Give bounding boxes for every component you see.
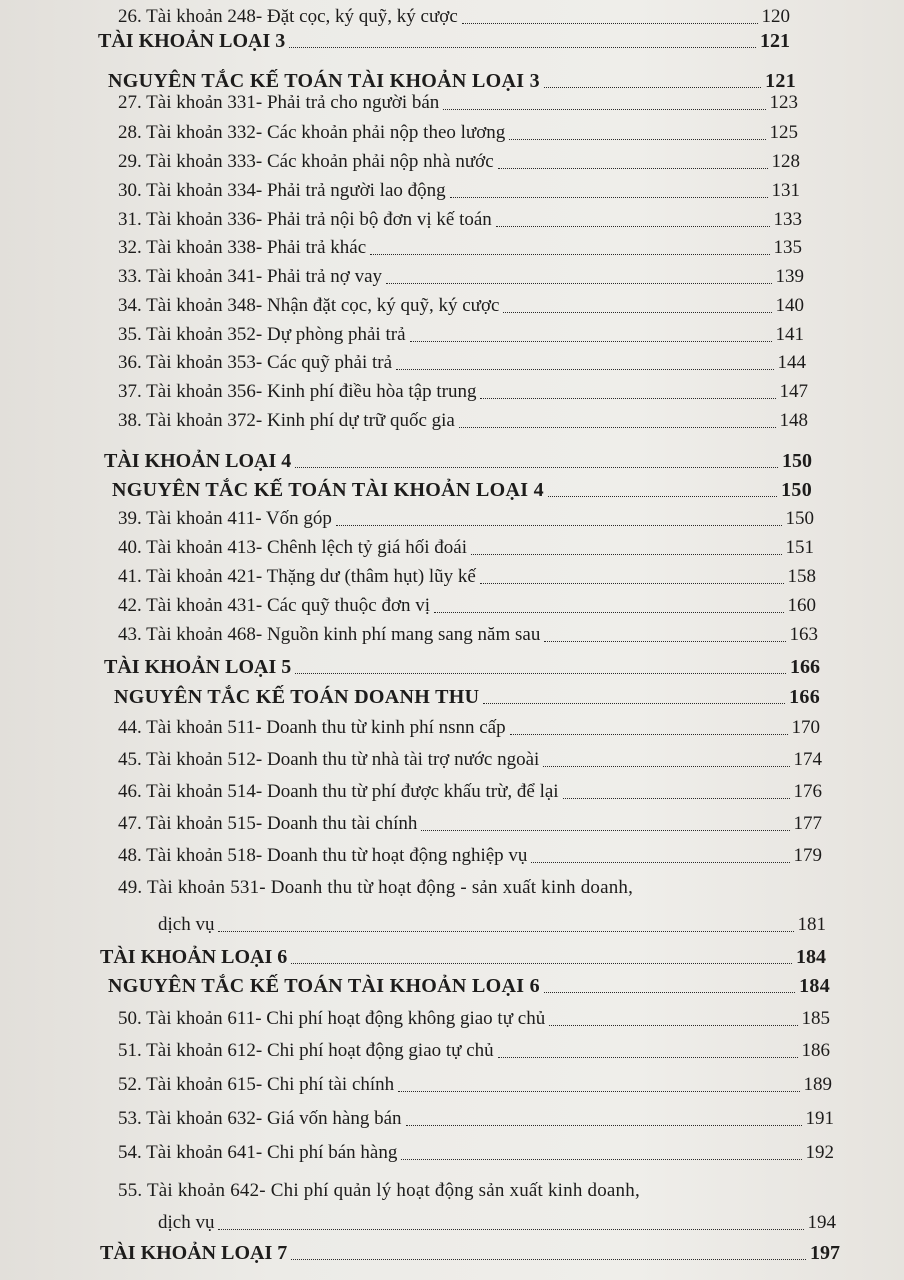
toc-page-number: 186 (801, 1040, 830, 1061)
toc-entry-title: 53. Tài khoản 632- Giá vốn hàng bán (118, 1108, 402, 1129)
toc-entry (118, 508, 814, 530)
toc-page-number: 150 (781, 479, 812, 501)
toc-page-number: 176 (793, 781, 822, 802)
toc-page-number: 139 (775, 266, 804, 287)
dot-leader (544, 992, 795, 993)
toc-page-number: 192 (805, 1142, 834, 1163)
toc-entry (118, 122, 798, 144)
toc-entry (118, 595, 816, 617)
toc-page-number: 170 (791, 717, 820, 738)
toc-entry-title: TÀI KHOẢN LOẠI 4 (104, 450, 292, 472)
dot-leader (531, 862, 789, 863)
toc-entry-continuation (158, 1212, 836, 1234)
dot-leader (406, 1125, 802, 1126)
toc-entry-title-continued: dịch vụ (158, 1212, 215, 1233)
toc-page-number: 147 (779, 381, 808, 402)
toc-page-number: 121 (760, 30, 790, 52)
toc-entry-title: 44. Tài khoản 511- Doanh thu từ kinh phí nsnn cấp (118, 717, 506, 738)
toc-entry-title: 31. Tài khoản 336- Phải trả nội bộ đơn vị kế toán (118, 209, 492, 230)
dot-leader (471, 554, 782, 555)
toc-entry-title: NGUYÊN TẮC KẾ TOÁN TÀI KHOẢN LOẠI 6 (108, 975, 540, 997)
toc-subsection (114, 686, 820, 708)
toc-page-number: 197 (810, 1242, 840, 1264)
toc-page-number: 133 (773, 209, 802, 230)
toc-entry-continuation (158, 914, 826, 936)
toc-entry-title: 48. Tài khoản 518- Doanh thu từ hoạt động nghiệp vụ (118, 845, 528, 866)
dot-leader (480, 398, 775, 399)
toc-entry (118, 237, 802, 259)
toc-page-number: 131 (771, 180, 800, 201)
toc-entry-title: NGUYÊN TẮC KẾ TOÁN TÀI KHOẢN LOẠI 3 (108, 70, 540, 92)
dot-leader (421, 830, 789, 831)
toc-entry-title: 35. Tài khoản 352- Dự phòng phải trả (118, 324, 406, 345)
dot-leader (450, 197, 768, 198)
toc-section (98, 30, 790, 52)
toc-subsection (108, 975, 830, 997)
toc-entry-title: TÀI KHOẢN LOẠI 5 (104, 656, 292, 678)
toc-entry-title: 38. Tài khoản 372- Kinh phí dự trữ quốc gia (118, 410, 455, 431)
dot-leader (291, 1259, 806, 1260)
toc-entry-title: NGUYÊN TẮC KẾ TOÁN DOANH THU (114, 686, 480, 708)
toc-page-number: 148 (779, 410, 808, 431)
dot-leader (509, 139, 765, 140)
dot-leader (398, 1091, 799, 1092)
toc-entry (118, 180, 800, 202)
toc-subsection (112, 479, 812, 501)
toc-entry (118, 352, 806, 374)
toc-entry-title: 32. Tài khoản 338- Phải trả khác (118, 237, 367, 258)
toc-entry (118, 717, 820, 739)
toc-entry (118, 1142, 834, 1164)
dot-leader (480, 583, 784, 584)
toc-page-number: 144 (777, 352, 806, 373)
dot-leader (386, 283, 771, 284)
toc-page-number: 174 (793, 749, 822, 770)
dot-leader (295, 467, 778, 468)
toc-entry-title: 47. Tài khoản 515- Doanh thu tài chính (118, 813, 418, 834)
toc-page-number: 181 (797, 914, 826, 935)
toc-section (104, 656, 820, 678)
dot-leader (483, 703, 785, 704)
toc-page-number: 191 (805, 1108, 834, 1129)
toc-entry (118, 749, 822, 771)
dot-leader (295, 673, 786, 674)
toc-page-number: 194 (807, 1212, 836, 1233)
toc-entry (118, 151, 800, 173)
dot-leader (370, 254, 769, 255)
toc-entry (118, 813, 822, 835)
toc-page-number: 158 (787, 566, 816, 587)
toc-entry-title: 45. Tài khoản 512- Doanh thu từ nhà tài trợ nước ngoài (118, 749, 540, 770)
toc-entry (118, 410, 808, 432)
toc-page-number: 166 (790, 656, 820, 678)
dot-leader (544, 641, 785, 642)
toc-entry-title: 42. Tài khoản 431- Các quỹ thuộc đơn vị (118, 595, 431, 616)
toc-page-number: 125 (769, 122, 798, 143)
dot-leader (496, 226, 770, 227)
toc-page-number: 128 (771, 151, 800, 172)
toc-entry-title: 29. Tài khoản 333- Các khoản phải nộp nhà nước (118, 151, 494, 172)
toc-entry (118, 295, 804, 317)
toc-entry-title: TÀI KHOẢN LOẠI 3 (98, 30, 286, 52)
toc-entry (118, 537, 814, 559)
toc-section (104, 450, 812, 472)
dot-leader (218, 1229, 803, 1230)
toc-entry-title: 49. Tài khoản 531- Doanh thu từ hoạt động - sản xuất kinh doanh, (118, 877, 634, 898)
toc-entry (118, 6, 790, 28)
toc-entry-title: 30. Tài khoản 334- Phải trả người lao động (118, 180, 446, 201)
toc-page-number: 140 (775, 295, 804, 316)
dot-leader (289, 47, 756, 48)
toc-entry (118, 266, 804, 288)
toc-entry-title-continued: dịch vụ (158, 914, 215, 935)
dot-leader (498, 168, 768, 169)
toc-page-number: 189 (803, 1074, 832, 1095)
toc-entry-title: 51. Tài khoản 612- Chi phí hoạt động giao tự chủ (118, 1040, 494, 1061)
toc-entry-title: 27. Tài khoản 331- Phải trả cho người bán (118, 92, 440, 113)
toc-entry (118, 1074, 832, 1096)
toc-page-number: 184 (799, 975, 830, 997)
toc-entry (118, 845, 822, 867)
dot-leader (462, 23, 758, 24)
toc-page-number: 179 (793, 845, 822, 866)
toc-entry-title: 55. Tài khoản 642- Chi phí quản lý hoạt động sản xuất kinh doanh, (118, 1180, 640, 1201)
dot-leader (498, 1057, 798, 1058)
toc-entry-title: 36. Tài khoản 353- Các quỹ phải trả (118, 352, 393, 373)
toc-page-number: 185 (801, 1008, 830, 1029)
toc-section (100, 1242, 840, 1264)
dot-leader (336, 525, 782, 526)
toc-entry-title: TÀI KHOẢN LOẠI 6 (100, 946, 288, 968)
toc-page-number: 163 (789, 624, 818, 645)
toc-page-number: 177 (793, 813, 822, 834)
dot-leader (396, 369, 773, 370)
dot-leader (548, 496, 777, 497)
toc-entry-title: 46. Tài khoản 514- Doanh thu từ phí được khấu trừ, để lại (118, 781, 559, 802)
toc-entry-title: NGUYÊN TẮC KẾ TOÁN TÀI KHOẢN LOẠI 4 (112, 479, 544, 501)
toc-entry-title: 39. Tài khoản 411- Vốn góp (118, 508, 332, 529)
toc-entry-title: 41. Tài khoản 421- Thặng dư (thâm hụt) lũy kế (118, 566, 476, 587)
toc-entry-title: TÀI KHOẢN LOẠI 7 (100, 1242, 288, 1264)
toc-page-number: 150 (782, 450, 812, 472)
dot-leader (510, 734, 788, 735)
dot-leader (503, 312, 771, 313)
dot-leader (459, 427, 776, 428)
toc-page-number: 120 (761, 6, 790, 27)
toc-entry (118, 1108, 834, 1130)
toc-entry (118, 381, 808, 403)
toc-entry-title: 34. Tài khoản 348- Nhận đặt cọc, ký quỹ, ký cược (118, 295, 500, 316)
toc-entry (118, 1180, 836, 1202)
toc-entry-title: 40. Tài khoản 413- Chênh lệch tỷ giá hối đoái (118, 537, 467, 558)
toc-page-number: 151 (785, 537, 814, 558)
dot-leader (543, 766, 789, 767)
toc-entry (118, 1040, 830, 1062)
toc-page-number: 121 (765, 70, 796, 92)
toc-page-number: 123 (769, 92, 798, 113)
toc-entry-title: 50. Tài khoản 611- Chi phí hoạt động không giao tự chủ (118, 1008, 546, 1029)
toc-entry-title: 52. Tài khoản 615- Chi phí tài chính (118, 1074, 395, 1095)
toc-entry-title: 37. Tài khoản 356- Kinh phí điều hòa tập trung (118, 381, 477, 402)
toc-entry (118, 624, 818, 646)
toc-page-number: 141 (775, 324, 804, 345)
toc-entry (118, 877, 826, 899)
toc-entry (118, 92, 798, 114)
toc-entry-title: 33. Tài khoản 341- Phải trả nợ vay (118, 266, 383, 287)
toc-subsection (108, 70, 796, 92)
toc-page-number: 135 (773, 237, 802, 258)
dot-leader (434, 612, 783, 613)
toc-entry-title: 26. Tài khoản 248- Đặt cọc, ký quỹ, ký cược (118, 6, 458, 27)
dot-leader (291, 963, 792, 964)
toc-entry (118, 324, 804, 346)
toc-entry-title: 28. Tài khoản 332- Các khoản phải nộp theo lương (118, 122, 506, 143)
toc-section (100, 946, 826, 968)
dot-leader (549, 1025, 797, 1026)
toc-entry-title: 54. Tài khoản 641- Chi phí bán hàng (118, 1142, 398, 1163)
toc-page-number: 150 (785, 508, 814, 529)
dot-leader (218, 931, 793, 932)
toc-entry (118, 1008, 830, 1030)
dot-leader (401, 1159, 801, 1160)
toc-entry-title: 43. Tài khoản 468- Nguồn kinh phí mang sang năm sau (118, 624, 541, 645)
toc-entry (118, 566, 816, 588)
toc-entry (118, 781, 822, 803)
toc-page-number: 160 (787, 595, 816, 616)
toc-page-number: 184 (796, 946, 826, 968)
toc-page-number: 166 (789, 686, 820, 708)
dot-leader (443, 109, 765, 110)
dot-leader (410, 341, 772, 342)
dot-leader (544, 87, 761, 88)
dot-leader (563, 798, 790, 799)
toc-entry (118, 209, 802, 231)
